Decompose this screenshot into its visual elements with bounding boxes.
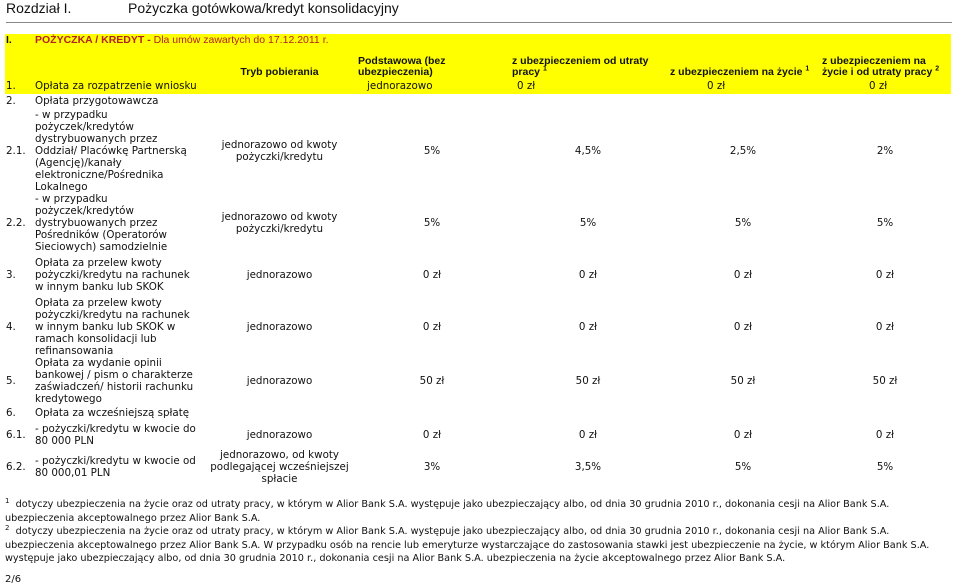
row-number: 2.: [6, 95, 16, 107]
row-tryb: jednorazowo: [246, 375, 313, 387]
chapter-title: Pożyczka gotówkowa/kredyt konsolidacyjny: [128, 0, 399, 16]
row-number: 6.: [6, 407, 16, 419]
row-tryb: jednorazowo, od kwoty podlegającej wcześniejszej spłacie: [210, 449, 349, 485]
row-life: 50 zł: [730, 375, 756, 387]
row-number: 6.1.: [6, 428, 26, 441]
fee-table: [5, 34, 951, 486]
table-row: [5, 108, 951, 193]
column-header-row: [5, 49, 951, 78]
row-number: 3.: [6, 269, 16, 281]
row-basic: 50 zł: [419, 375, 445, 387]
row-label: - w przypadku pożyczek/kredytów dystrybuowanych przez Oddział/ Placówkę Partnerską (Agencję)/kanały elektroniczne/Pośrednika Lokalnego: [35, 108, 187, 193]
col-basic: Podstawowa (bez ubezpieczenia): [355, 49, 509, 78]
row-label: - pożyczki/kredytu w kwocie od 80 000,01 PLN: [35, 455, 196, 479]
table-row: [5, 357, 951, 405]
row-number: 2.1.: [6, 144, 26, 157]
section-header-row: [5, 34, 951, 49]
row-label: Opłata przygotowawcza: [35, 95, 159, 107]
row-label: Opłata za rozpatrzenie wniosku: [32, 78, 355, 94]
row-both: 0 zł: [875, 428, 895, 441]
row-job: 0 zł: [578, 269, 598, 281]
row-basic: 5%: [423, 144, 441, 157]
row-job: 0 zł: [667, 78, 819, 94]
row-job: 0 zł: [578, 428, 598, 441]
col-job: z ubezpieczeniem od utraty pracy $^1$: [509, 49, 667, 78]
row-both: 2%: [876, 144, 894, 157]
row-life: 0 zł: [733, 269, 753, 281]
row-tryb: jednorazowo: [246, 428, 313, 441]
footnotes: [5, 498, 950, 566]
row-both: 5%: [876, 217, 894, 229]
row-number: 2.2.: [6, 217, 26, 229]
section-title-date: Dla umów zawartych do 17.12.2011 r.: [153, 34, 329, 46]
row-tryb: jednorazowo: [246, 269, 313, 281]
row-job: 4,5%: [574, 144, 602, 157]
row-label: - w przypadku pożyczek/kredytów dystrybuowanych przez Pośredników (Operatorów Sieciowych) samodzielnie: [35, 193, 168, 253]
page-number: 2/6: [5, 574, 22, 585]
col-tryb: Tryb pobierania: [204, 49, 355, 78]
row-label: Opłata za wydanie opinii bankowej / pism o charakterze zaświadczeń/ historii rachunku kredytowego: [35, 357, 194, 405]
row-label: - pożyczki/kredytu w kwocie do 80 000 PLN: [35, 422, 196, 447]
section-title-main: POŻYCZKA / KREDYT: [35, 34, 145, 46]
row-number: 4.: [6, 321, 16, 333]
chapter-label: Rozdział I.: [6, 0, 72, 16]
row-label: Opłata za przelew kwoty pożyczki/kredytu na rachunek w innym banku lub SKOK w ramach konsolidacji lub refinansowania: [35, 297, 190, 357]
row-life: 5%: [734, 461, 752, 473]
row-label: Opłata za przelew kwoty pożyczki/kredytu na rachunek w innym banku lub SKOK: [35, 257, 190, 293]
col-life: z ubezpieczeniem na życie $^1$: [667, 49, 819, 78]
row-basic: 0 zł: [509, 78, 667, 94]
table-row: [5, 253, 951, 297]
row-tryb: jednorazowo od kwoty pożyczki/kredytu: [221, 138, 338, 163]
row-life: 0 zł: [819, 78, 951, 94]
row-basic: 0 zł: [422, 321, 442, 333]
row-life: 0 zł: [733, 428, 753, 441]
table-row: [5, 405, 951, 421]
table-row: [5, 78, 951, 94]
row-job: 50 zł: [575, 375, 601, 387]
section-title: POŻYCZKA / KREDYT - Dla umów zawartych do 17.12.2011 r.: [32, 34, 951, 49]
row-job: 3,5%: [574, 461, 602, 473]
row-tryb: jednorazowo: [355, 78, 509, 94]
footnote-2: $^2$ dotyczy ubezpieczenia na życie oraz od utraty pracy, w którym w Alior Bank S.A. występuje jako ubezpieczający albo, od dnia 30 grudnia 2010 r., dokonania cesji na Alior Bank S.A. ubezpieczenia akceptowalnego przez Alior Bank S.A. W przypadku osób na rencie lub emeryturze wystarczające do zastosowania stawki jest ubezpieczenie na życie, w którym Alior Bank S.A. występuje jako ubezpieczający albo, od dnia 30 grudnia 2010 r., dokonania cesji na Alior Bank S.A. ubezpieczenia na życie akceptowalnego przez Alior Bank S.A.: [5, 523, 930, 565]
table-row: [5, 94, 951, 108]
row-job: 5%: [579, 217, 597, 229]
row-tryb: jednorazowo: [246, 321, 313, 333]
col-both: z ubezpieczeniem na życie i od utraty pracy $^2$: [819, 49, 951, 78]
row-basic: 0 zł: [422, 428, 442, 441]
row-both: 50 zł: [872, 375, 898, 387]
table-row: [5, 421, 951, 448]
row-both: 0 zł: [875, 321, 895, 333]
footnote-1: $^1$ dotyczy ubezpieczenia na życie oraz od utraty pracy, w którym w Alior Bank S.A. występuje jako ubezpieczający albo, od dnia 30 grudnia 2010 r., dokonania cesji na Alior Bank S.A. ubezpieczenia akceptowalnego przez Alior Bank S.A.: [5, 496, 890, 524]
table-row: [5, 448, 951, 486]
row-basic: 0 zł: [422, 269, 442, 281]
row-tryb: jednorazowo od kwoty pożyczki/kredytu: [221, 211, 338, 235]
row-life: 5%: [734, 217, 752, 229]
row-job: 0 zł: [578, 321, 598, 333]
page-header: [6, 0, 952, 22]
row-label: Opłata za wcześniejszą spłatę: [35, 407, 190, 419]
table-row: [5, 297, 951, 357]
row-number: 6.2.: [6, 461, 26, 473]
table-row: [5, 193, 951, 253]
row-life: 2,5%: [729, 144, 757, 157]
row-both: 5%: [876, 461, 894, 473]
row-basic: 5%: [423, 217, 441, 229]
header-rule: [6, 22, 952, 23]
row-number: 5.: [6, 375, 16, 387]
row-both: 0 zł: [875, 269, 895, 281]
row-life: 0 zł: [733, 321, 753, 333]
row-basic: 3%: [423, 461, 441, 473]
section-number: I.: [5, 34, 32, 49]
row-number: 1.: [5, 78, 32, 94]
